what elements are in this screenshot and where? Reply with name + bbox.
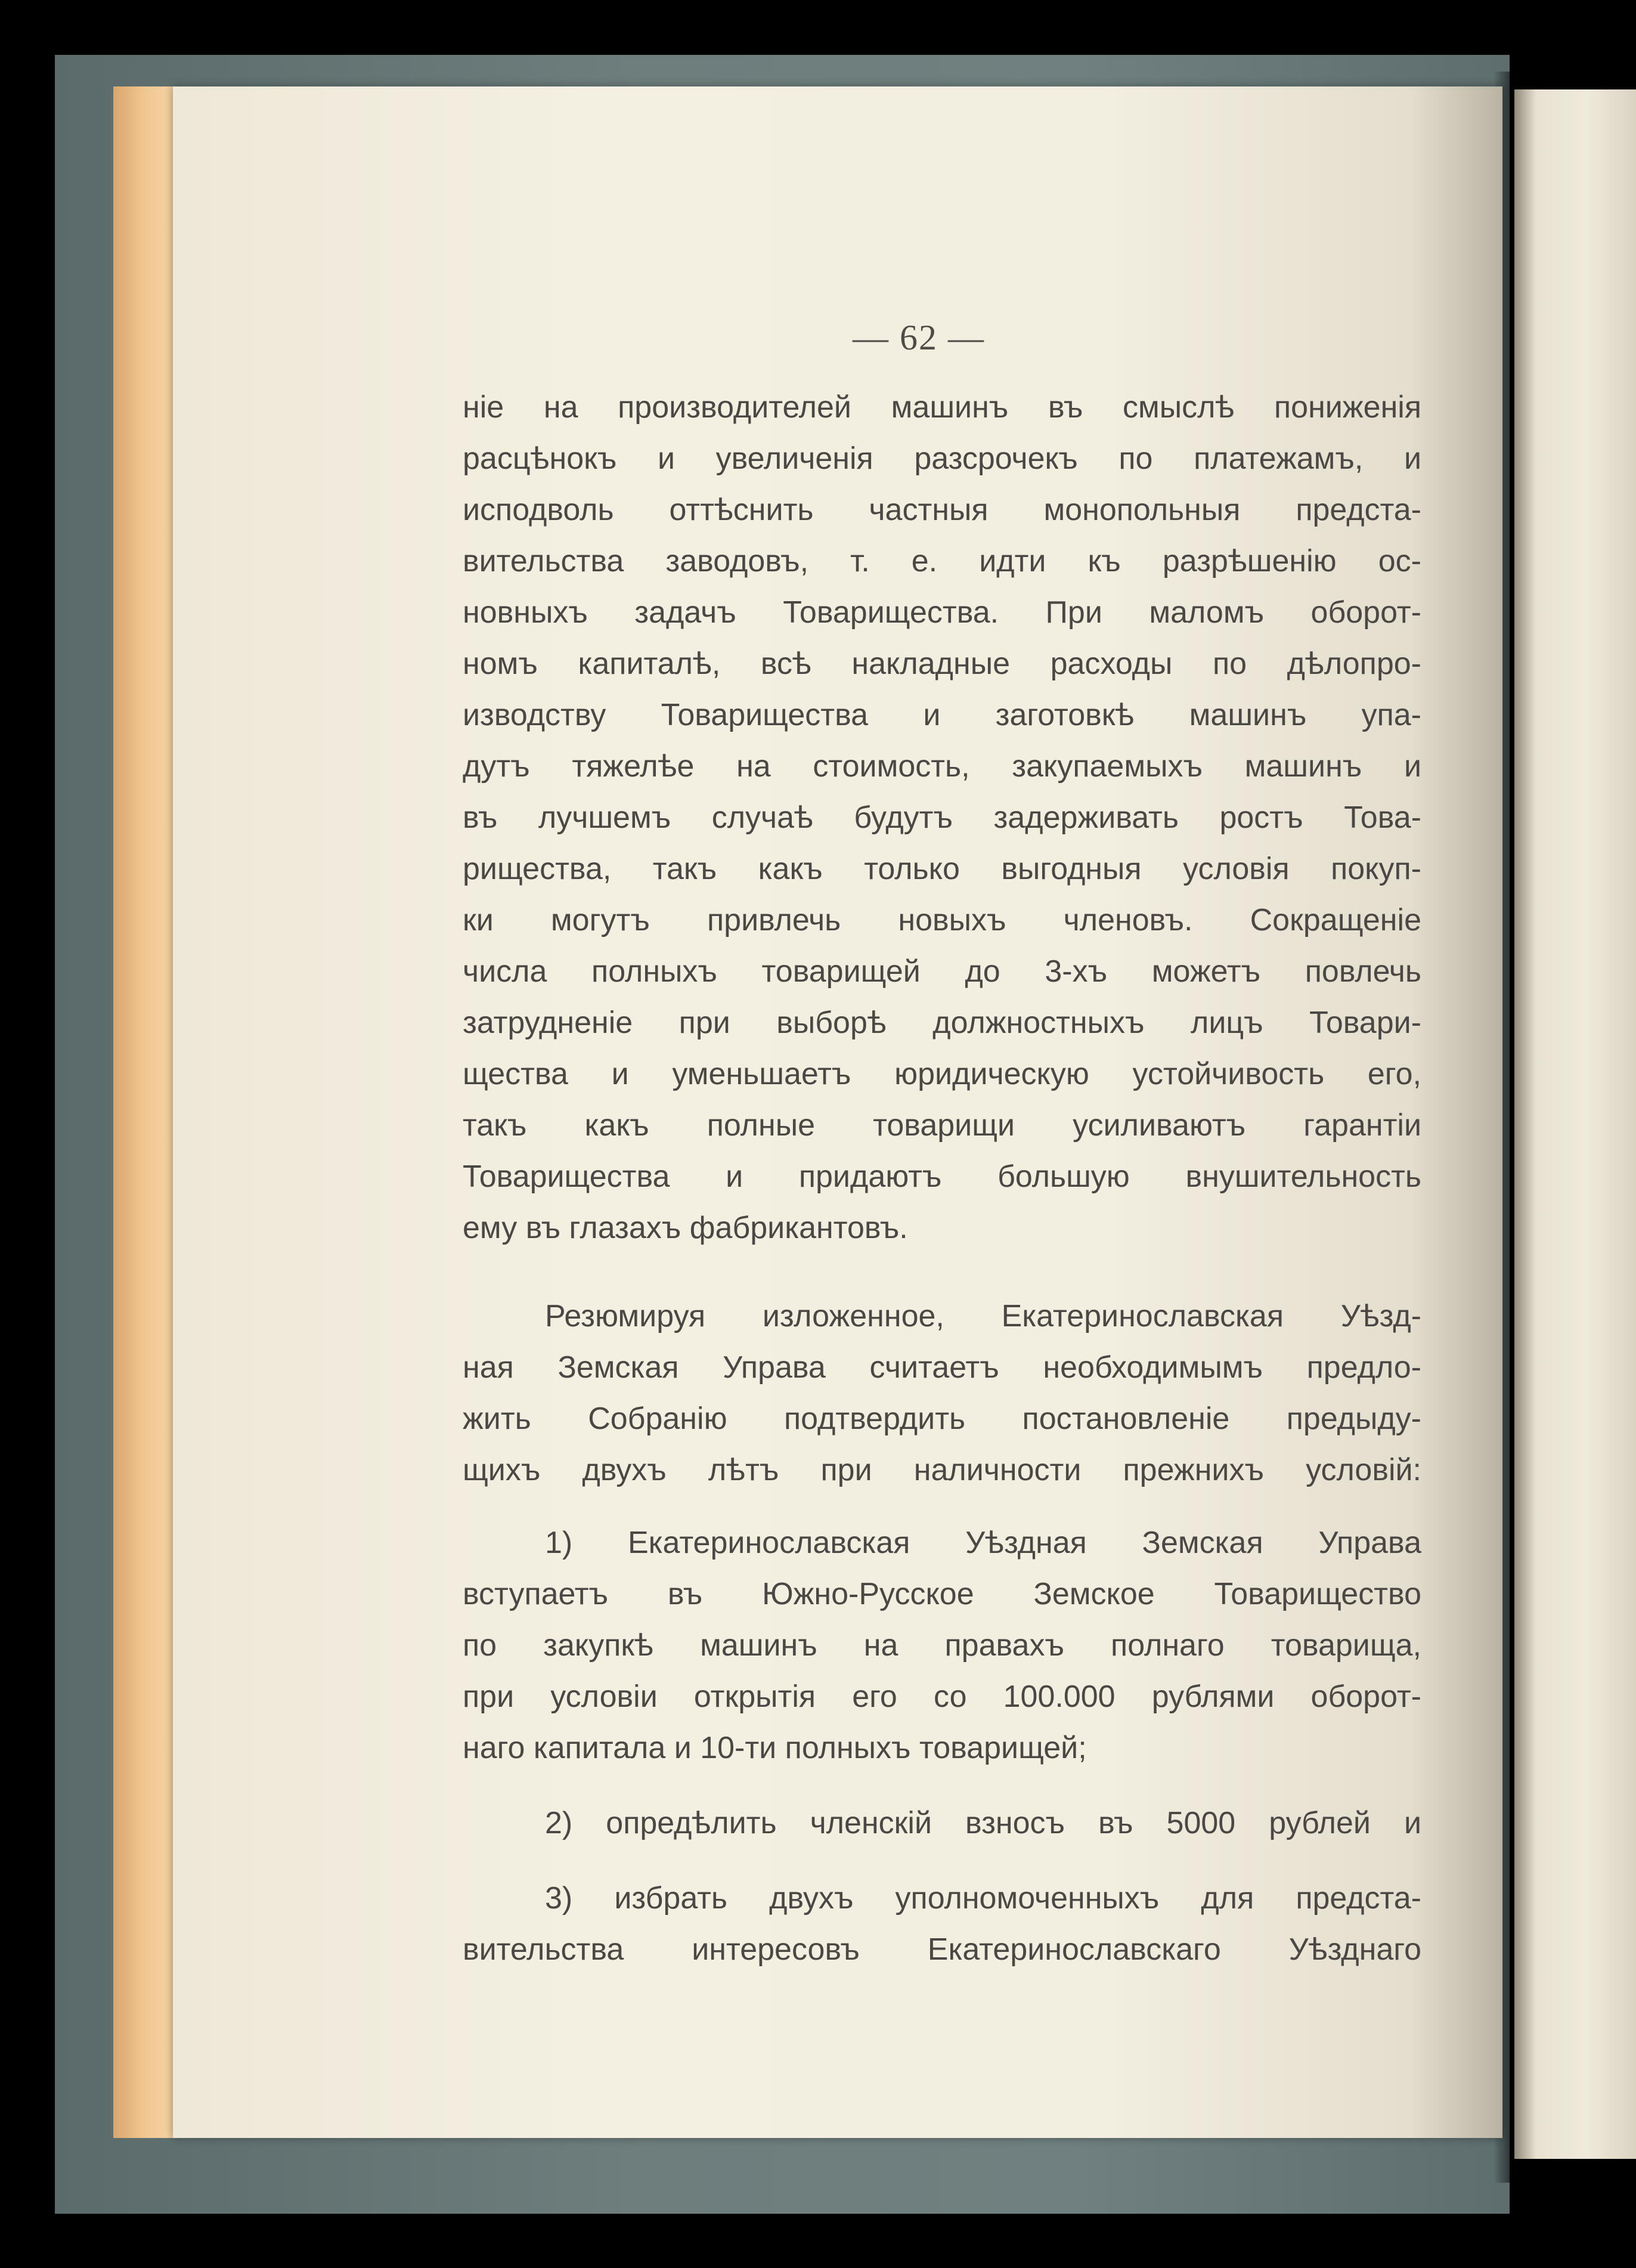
text-line: ему въ глазахъ фабрикантовъ. (463, 1211, 908, 1245)
paragraph-gap (463, 1774, 1421, 1797)
text-line: вступаетъ въ Южно-Русское Земское Товарищество (463, 1577, 1421, 1611)
text-line: расцѣнокъ и увеличенія разсрочекъ по платежамъ, и (463, 441, 1421, 476)
text-line: щихъ двухъ лѣтъ при наличности прежнихъ условій: (463, 1453, 1421, 1487)
next-page-edge (1514, 89, 1636, 2159)
text-line: наго капитала и 10-ти полныхъ товарищей; (463, 1731, 1087, 1765)
text-line: исподволь оттѣснить частныя монопольныя предста- (463, 493, 1421, 527)
paragraph-3 (463, 1517, 1421, 1774)
page-number: — 62 — (853, 318, 985, 357)
page-edge (113, 86, 179, 2138)
text-line: щества и уменьшаетъ юридическую устойчивость его, (463, 1057, 1421, 1091)
paragraph-1 (463, 382, 1421, 1254)
text-line: ная Земская Управа считаетъ необходимымъ предло- (463, 1350, 1421, 1385)
text-line: вительства заводовъ, т. е. идти къ разрѣшенію ос- (463, 544, 1421, 578)
text-line: Товарищества и придаютъ большую внушительность (463, 1159, 1421, 1194)
paragraph-gap (463, 1496, 1421, 1517)
text-line: жить Собранію подтвердить постановленіе предыду- (463, 1401, 1421, 1436)
text-line: дутъ тяжелѣе на стоимость, закупаемыхъ машинъ и (463, 749, 1421, 784)
text-line: числа полныхъ товарищей до 3-хъ можетъ повлечь (463, 954, 1421, 989)
text-line: при условіи открытія его со 100.000 рублями оборот- (463, 1679, 1421, 1714)
text-line: такъ какъ полные товарищи усиливаютъ гарантіи (463, 1108, 1421, 1143)
text-line: ніе на производителей машинъ въ смыслѣ пониженія (463, 390, 1421, 425)
text-line: новныхъ задачъ Товарищества. При маломъ оборот- (463, 595, 1421, 630)
paragraph-gap (463, 1254, 1421, 1291)
paragraph-4 (463, 1797, 1421, 1849)
text-line: номъ капиталѣ, всѣ накладные расходы по дѣлопро- (463, 646, 1421, 681)
text-line: 2) опредѣлить членскій взносъ въ 5000 рублей и (545, 1806, 1421, 1840)
page-text (463, 382, 1421, 1975)
text-line: Резюмируя изложенное, Екатеринославская Уѣзд- (545, 1299, 1421, 1333)
paragraph-gap (463, 1849, 1421, 1873)
paragraph-2 (463, 1291, 1421, 1496)
text-line: рищества, такъ какъ только выгодныя условія покуп- (463, 852, 1421, 886)
text-line: 1) Екатеринославская Уѣздная Земская Управа (545, 1526, 1421, 1560)
paragraph-5 (463, 1873, 1421, 1975)
text-line: изводству Товарищества и заготовкѣ машинъ упа- (463, 698, 1421, 732)
text-line: по закупкѣ машинъ на правахъ полнаго товарища, (463, 1628, 1421, 1663)
text-line: въ лучшемъ случаѣ будутъ задерживать ростъ Това- (463, 800, 1421, 835)
text-line: затрудненіе при выборѣ должностныхъ лицъ Товари- (463, 1005, 1421, 1040)
text-line: ки могутъ привлечь новыхъ членовъ. Сокращеніе (463, 903, 1421, 937)
text-line: вительства интересовъ Екатеринославскаго Уѣзднаго (463, 1932, 1421, 1967)
text-line: 3) избрать двухъ уполномоченныхъ для предста- (545, 1881, 1421, 1916)
